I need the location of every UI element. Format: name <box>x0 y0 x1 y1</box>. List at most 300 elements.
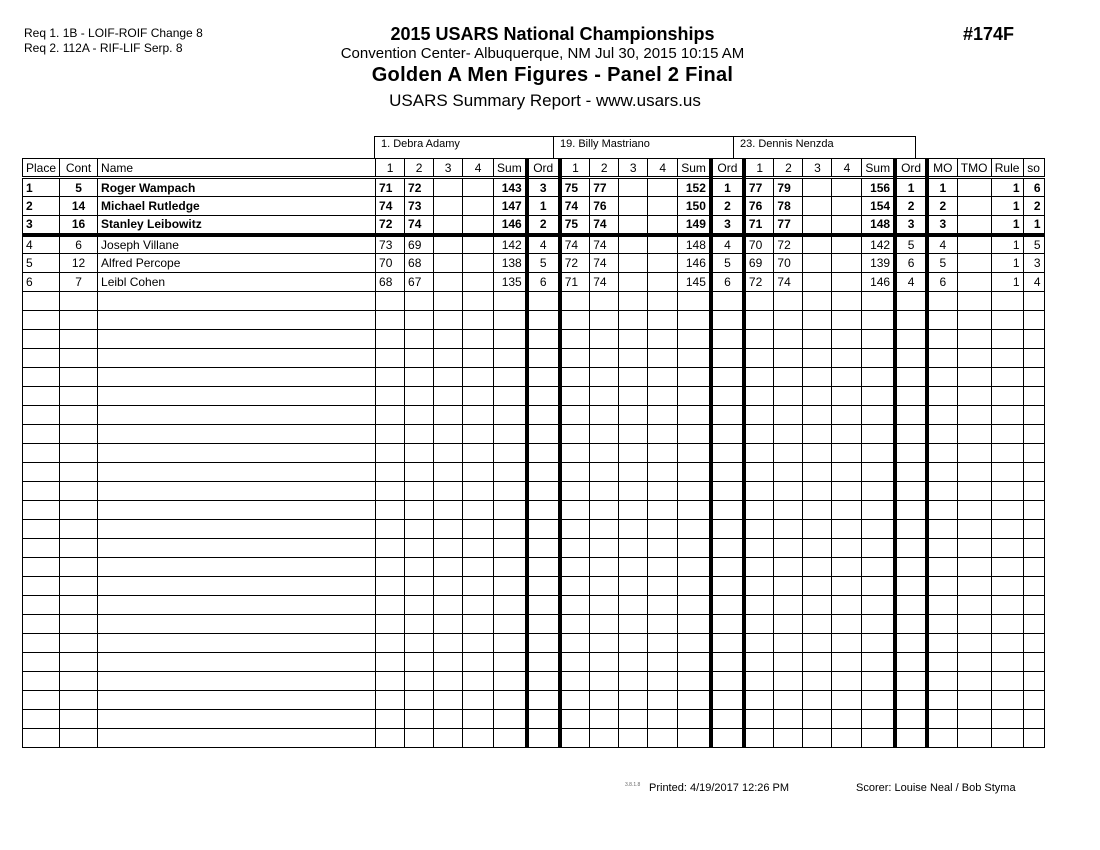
empty-cell <box>463 634 494 653</box>
empty-cell <box>590 596 619 615</box>
so-cell: 4 <box>1023 273 1044 292</box>
score-f3-cell <box>619 254 648 273</box>
cont-cell: 12 <box>60 254 98 273</box>
empty-cell <box>60 596 98 615</box>
empty-cell <box>405 444 434 463</box>
empty-cell <box>832 292 862 311</box>
empty-cell <box>60 539 98 558</box>
empty-cell <box>678 349 711 368</box>
result-row <box>23 235 1045 254</box>
score-f2-cell: 67 <box>405 273 434 292</box>
empty-cell <box>1023 710 1044 729</box>
empty-cell <box>774 520 803 539</box>
place-cell: 2 <box>23 197 60 216</box>
empty-cell <box>927 672 957 691</box>
empty-cell <box>1023 482 1044 501</box>
empty-cell <box>560 558 590 577</box>
empty-cell <box>1023 444 1044 463</box>
col-so: so <box>1023 159 1044 178</box>
score-f4-cell <box>832 235 862 254</box>
empty-cell <box>803 710 832 729</box>
empty-cell <box>927 653 957 672</box>
col-j3-f1: 1 <box>744 159 774 178</box>
empty-cell <box>744 368 774 387</box>
empty-cell <box>98 710 376 729</box>
empty-cell <box>991 653 1023 672</box>
empty-cell <box>895 520 927 539</box>
empty-row <box>23 672 1045 691</box>
empty-cell <box>832 387 862 406</box>
empty-cell <box>895 653 927 672</box>
score-f4-cell <box>463 254 494 273</box>
empty-cell <box>678 425 711 444</box>
col-j2-f1: 1 <box>560 159 590 178</box>
empty-cell <box>590 634 619 653</box>
empty-cell <box>648 368 678 387</box>
empty-cell <box>23 577 60 596</box>
empty-cell <box>405 520 434 539</box>
empty-cell <box>560 368 590 387</box>
empty-cell <box>832 444 862 463</box>
tmo-cell <box>957 178 991 197</box>
empty-cell <box>560 615 590 634</box>
empty-cell <box>862 501 895 520</box>
empty-cell <box>895 577 927 596</box>
empty-cell <box>1023 558 1044 577</box>
empty-cell <box>895 387 927 406</box>
empty-cell <box>1023 520 1044 539</box>
empty-cell <box>527 634 560 653</box>
empty-cell <box>405 311 434 330</box>
empty-cell <box>957 444 991 463</box>
empty-cell <box>619 463 648 482</box>
empty-cell <box>678 710 711 729</box>
empty-cell <box>678 292 711 311</box>
empty-cell <box>23 501 60 520</box>
score-f1-cell: 74 <box>376 197 405 216</box>
empty-cell <box>803 558 832 577</box>
empty-cell <box>927 710 957 729</box>
empty-cell <box>862 444 895 463</box>
empty-cell <box>648 482 678 501</box>
ordinal-cell: 6 <box>527 273 560 292</box>
score-f2-cell: 74 <box>590 216 619 235</box>
empty-cell <box>463 729 494 748</box>
score-f4-cell <box>832 197 862 216</box>
empty-cell <box>895 596 927 615</box>
score-f3-cell <box>803 235 832 254</box>
empty-cell <box>744 501 774 520</box>
empty-cell <box>774 482 803 501</box>
col-cont: Cont <box>60 159 98 178</box>
printed-timestamp: Printed: 4/19/2017 12:26 PM <box>649 782 790 794</box>
empty-cell <box>590 406 619 425</box>
empty-cell <box>991 330 1023 349</box>
empty-cell <box>619 596 648 615</box>
empty-cell <box>434 330 463 349</box>
col-name: Name <box>98 159 376 178</box>
empty-cell <box>927 539 957 558</box>
empty-row <box>23 406 1045 425</box>
empty-cell <box>957 615 991 634</box>
empty-cell <box>744 539 774 558</box>
empty-cell <box>98 463 376 482</box>
empty-cell <box>832 520 862 539</box>
empty-cell <box>23 330 60 349</box>
sum-cell: 145 <box>678 273 711 292</box>
empty-cell <box>590 691 619 710</box>
empty-cell <box>648 520 678 539</box>
empty-cell <box>927 425 957 444</box>
empty-row <box>23 634 1045 653</box>
empty-cell <box>927 311 957 330</box>
empty-cell <box>619 634 648 653</box>
empty-cell <box>60 463 98 482</box>
empty-cell <box>463 558 494 577</box>
empty-cell <box>648 406 678 425</box>
empty-cell <box>619 615 648 634</box>
empty-cell <box>98 615 376 634</box>
empty-cell <box>927 615 957 634</box>
empty-cell <box>711 330 744 349</box>
sum-cell: 146 <box>862 273 895 292</box>
requirement-2: Req 2. 112A - RIF-LIF Serp. 8 <box>24 41 183 55</box>
empty-cell <box>774 425 803 444</box>
empty-cell <box>590 387 619 406</box>
empty-cell <box>527 691 560 710</box>
sum-cell: 156 <box>862 178 895 197</box>
empty-cell <box>494 406 527 425</box>
empty-cell <box>927 520 957 539</box>
event-number: #174F <box>963 24 1015 44</box>
score-f3-cell <box>434 197 463 216</box>
empty-row <box>23 577 1045 596</box>
empty-cell <box>957 292 991 311</box>
empty-cell <box>774 330 803 349</box>
empty-cell <box>494 634 527 653</box>
empty-cell <box>711 634 744 653</box>
name-cell: Alfred Percope <box>98 254 376 273</box>
empty-cell <box>619 710 648 729</box>
empty-cell <box>619 691 648 710</box>
empty-cell <box>927 463 957 482</box>
sum-cell: 142 <box>494 235 527 254</box>
sum-cell: 135 <box>494 273 527 292</box>
event-title: Golden A Men Figures - Panel 2 Final <box>371 64 734 86</box>
empty-cell <box>98 596 376 615</box>
empty-cell <box>991 558 1023 577</box>
col-j3-f4: 4 <box>832 159 862 178</box>
ordinal-cell: 6 <box>895 254 927 273</box>
judge-header-3: 23. Dennis Nenzda <box>733 136 916 158</box>
empty-cell <box>23 349 60 368</box>
score-f1-cell: 70 <box>744 235 774 254</box>
empty-cell <box>1023 615 1044 634</box>
score-f2-cell: 74 <box>590 254 619 273</box>
empty-cell <box>590 330 619 349</box>
score-f2-cell: 74 <box>590 273 619 292</box>
empty-cell <box>23 615 60 634</box>
empty-cell <box>895 292 927 311</box>
empty-cell <box>1023 311 1044 330</box>
empty-cell <box>434 482 463 501</box>
empty-cell <box>832 501 862 520</box>
requirement-1: Req 1. 1B - LOIF-ROIF Change 8 <box>24 26 203 40</box>
empty-cell <box>711 653 744 672</box>
empty-cell <box>560 729 590 748</box>
score-f3-cell <box>619 178 648 197</box>
rule-cell: 1 <box>991 273 1023 292</box>
empty-cell <box>711 615 744 634</box>
empty-cell <box>60 482 98 501</box>
empty-cell <box>60 577 98 596</box>
empty-cell <box>803 406 832 425</box>
empty-cell <box>774 729 803 748</box>
sum-cell: 147 <box>494 197 527 216</box>
empty-cell <box>434 729 463 748</box>
ordinal-cell: 3 <box>895 216 927 235</box>
empty-cell <box>463 444 494 463</box>
empty-cell <box>648 463 678 482</box>
competition-title: 2015 USARS National Championships <box>390 24 715 44</box>
scorer-names: Scorer: Louise Neal / Bob Styma <box>856 782 1016 794</box>
empty-cell <box>494 387 527 406</box>
score-f3-cell <box>619 216 648 235</box>
empty-cell <box>648 653 678 672</box>
score-f4-cell <box>463 197 494 216</box>
empty-cell <box>744 672 774 691</box>
empty-cell <box>98 558 376 577</box>
empty-cell <box>744 615 774 634</box>
score-f4-cell <box>648 273 678 292</box>
empty-cell <box>744 558 774 577</box>
empty-cell <box>494 463 527 482</box>
empty-cell <box>678 615 711 634</box>
empty-cell <box>376 387 405 406</box>
empty-cell <box>405 349 434 368</box>
empty-cell <box>774 577 803 596</box>
empty-cell <box>991 482 1023 501</box>
empty-cell <box>744 425 774 444</box>
empty-cell <box>991 577 1023 596</box>
empty-cell <box>895 558 927 577</box>
empty-cell <box>1023 330 1044 349</box>
empty-cell <box>648 292 678 311</box>
empty-cell <box>832 558 862 577</box>
empty-row <box>23 596 1045 615</box>
empty-cell <box>463 425 494 444</box>
empty-cell <box>927 596 957 615</box>
empty-cell <box>711 311 744 330</box>
empty-cell <box>60 406 98 425</box>
empty-cell <box>991 425 1023 444</box>
venue-date: Convention Center- Albuquerque, NM Jul 30, 2015 10:15 AM <box>340 45 745 62</box>
empty-cell <box>895 539 927 558</box>
empty-cell <box>862 634 895 653</box>
empty-cell <box>991 596 1023 615</box>
empty-cell <box>23 539 60 558</box>
empty-cell <box>98 672 376 691</box>
col-j3-f2: 2 <box>774 159 803 178</box>
score-f3-cell <box>803 197 832 216</box>
empty-cell <box>957 520 991 539</box>
empty-cell <box>434 615 463 634</box>
empty-cell <box>98 330 376 349</box>
score-f1-cell: 73 <box>376 235 405 254</box>
score-f3-cell <box>434 254 463 273</box>
score-f2-cell: 69 <box>405 235 434 254</box>
empty-cell <box>494 729 527 748</box>
col-j3-sum: Sum <box>862 159 895 178</box>
empty-row <box>23 729 1045 748</box>
empty-cell <box>434 653 463 672</box>
score-f4-cell <box>832 254 862 273</box>
empty-cell <box>991 615 1023 634</box>
empty-cell <box>803 520 832 539</box>
sum-cell: 139 <box>862 254 895 273</box>
version-mark: 3.8.1.8 <box>625 782 641 788</box>
empty-cell <box>560 330 590 349</box>
empty-cell <box>376 368 405 387</box>
empty-cell <box>527 672 560 691</box>
ordinal-cell: 3 <box>527 178 560 197</box>
score-f3-cell <box>619 197 648 216</box>
empty-cell <box>678 501 711 520</box>
sum-cell: 146 <box>678 254 711 273</box>
empty-cell <box>60 368 98 387</box>
empty-cell <box>895 311 927 330</box>
empty-row <box>23 710 1045 729</box>
empty-cell <box>648 349 678 368</box>
empty-cell <box>527 406 560 425</box>
empty-cell <box>405 425 434 444</box>
empty-row <box>23 292 1045 311</box>
cont-cell: 14 <box>60 197 98 216</box>
result-row <box>23 254 1045 273</box>
empty-cell <box>862 577 895 596</box>
empty-cell <box>60 501 98 520</box>
score-f3-cell <box>434 178 463 197</box>
sum-cell: 154 <box>862 197 895 216</box>
empty-cell <box>895 349 927 368</box>
empty-cell <box>862 691 895 710</box>
empty-cell <box>832 330 862 349</box>
empty-cell <box>744 634 774 653</box>
empty-cell <box>619 672 648 691</box>
ordinal-cell: 2 <box>527 216 560 235</box>
score-f2-cell: 78 <box>774 197 803 216</box>
empty-cell <box>98 691 376 710</box>
empty-cell <box>376 349 405 368</box>
empty-cell <box>678 729 711 748</box>
empty-cell <box>405 710 434 729</box>
empty-cell <box>774 463 803 482</box>
empty-cell <box>619 444 648 463</box>
ordinal-cell: 1 <box>527 197 560 216</box>
empty-cell <box>405 406 434 425</box>
empty-cell <box>619 653 648 672</box>
empty-cell <box>744 520 774 539</box>
empty-cell <box>803 634 832 653</box>
empty-cell <box>60 425 98 444</box>
empty-cell <box>862 539 895 558</box>
empty-cell <box>927 729 957 748</box>
empty-cell <box>376 577 405 596</box>
empty-cell <box>590 539 619 558</box>
empty-cell <box>527 368 560 387</box>
empty-cell <box>60 520 98 539</box>
empty-cell <box>405 672 434 691</box>
empty-cell <box>927 406 957 425</box>
rule-cell: 1 <box>991 178 1023 197</box>
score-f3-cell <box>434 235 463 254</box>
empty-cell <box>23 634 60 653</box>
empty-cell <box>527 387 560 406</box>
empty-cell <box>862 520 895 539</box>
empty-cell <box>434 425 463 444</box>
empty-cell <box>494 501 527 520</box>
ordinal-cell: 1 <box>711 178 744 197</box>
ordinal-cell: 2 <box>895 197 927 216</box>
empty-cell <box>23 311 60 330</box>
empty-cell <box>434 368 463 387</box>
empty-cell <box>895 729 927 748</box>
empty-cell <box>1023 653 1044 672</box>
empty-cell <box>1023 501 1044 520</box>
empty-cell <box>590 349 619 368</box>
empty-cell <box>744 330 774 349</box>
score-f1-cell: 72 <box>560 254 590 273</box>
score-f2-cell: 73 <box>405 197 434 216</box>
rule-cell: 1 <box>991 254 1023 273</box>
col-j2-f3: 3 <box>619 159 648 178</box>
empty-cell <box>957 368 991 387</box>
empty-cell <box>463 577 494 596</box>
empty-cell <box>711 691 744 710</box>
score-f4-cell <box>648 235 678 254</box>
cont-cell: 6 <box>60 235 98 254</box>
empty-cell <box>803 292 832 311</box>
empty-cell <box>1023 691 1044 710</box>
empty-cell <box>60 349 98 368</box>
empty-cell <box>803 463 832 482</box>
empty-cell <box>590 615 619 634</box>
empty-cell <box>560 406 590 425</box>
empty-cell <box>434 539 463 558</box>
empty-cell <box>957 425 991 444</box>
empty-cell <box>376 539 405 558</box>
empty-cell <box>678 691 711 710</box>
empty-cell <box>560 653 590 672</box>
empty-cell <box>376 330 405 349</box>
ordinal-cell: 4 <box>711 235 744 254</box>
empty-cell <box>527 349 560 368</box>
empty-cell <box>463 501 494 520</box>
empty-cell <box>434 558 463 577</box>
empty-cell <box>648 691 678 710</box>
empty-cell <box>619 292 648 311</box>
empty-cell <box>648 444 678 463</box>
empty-cell <box>619 330 648 349</box>
empty-cell <box>619 425 648 444</box>
empty-cell <box>803 577 832 596</box>
empty-cell <box>23 368 60 387</box>
empty-cell <box>744 349 774 368</box>
empty-cell <box>927 501 957 520</box>
empty-cell <box>560 311 590 330</box>
empty-cell <box>648 615 678 634</box>
empty-cell <box>405 729 434 748</box>
